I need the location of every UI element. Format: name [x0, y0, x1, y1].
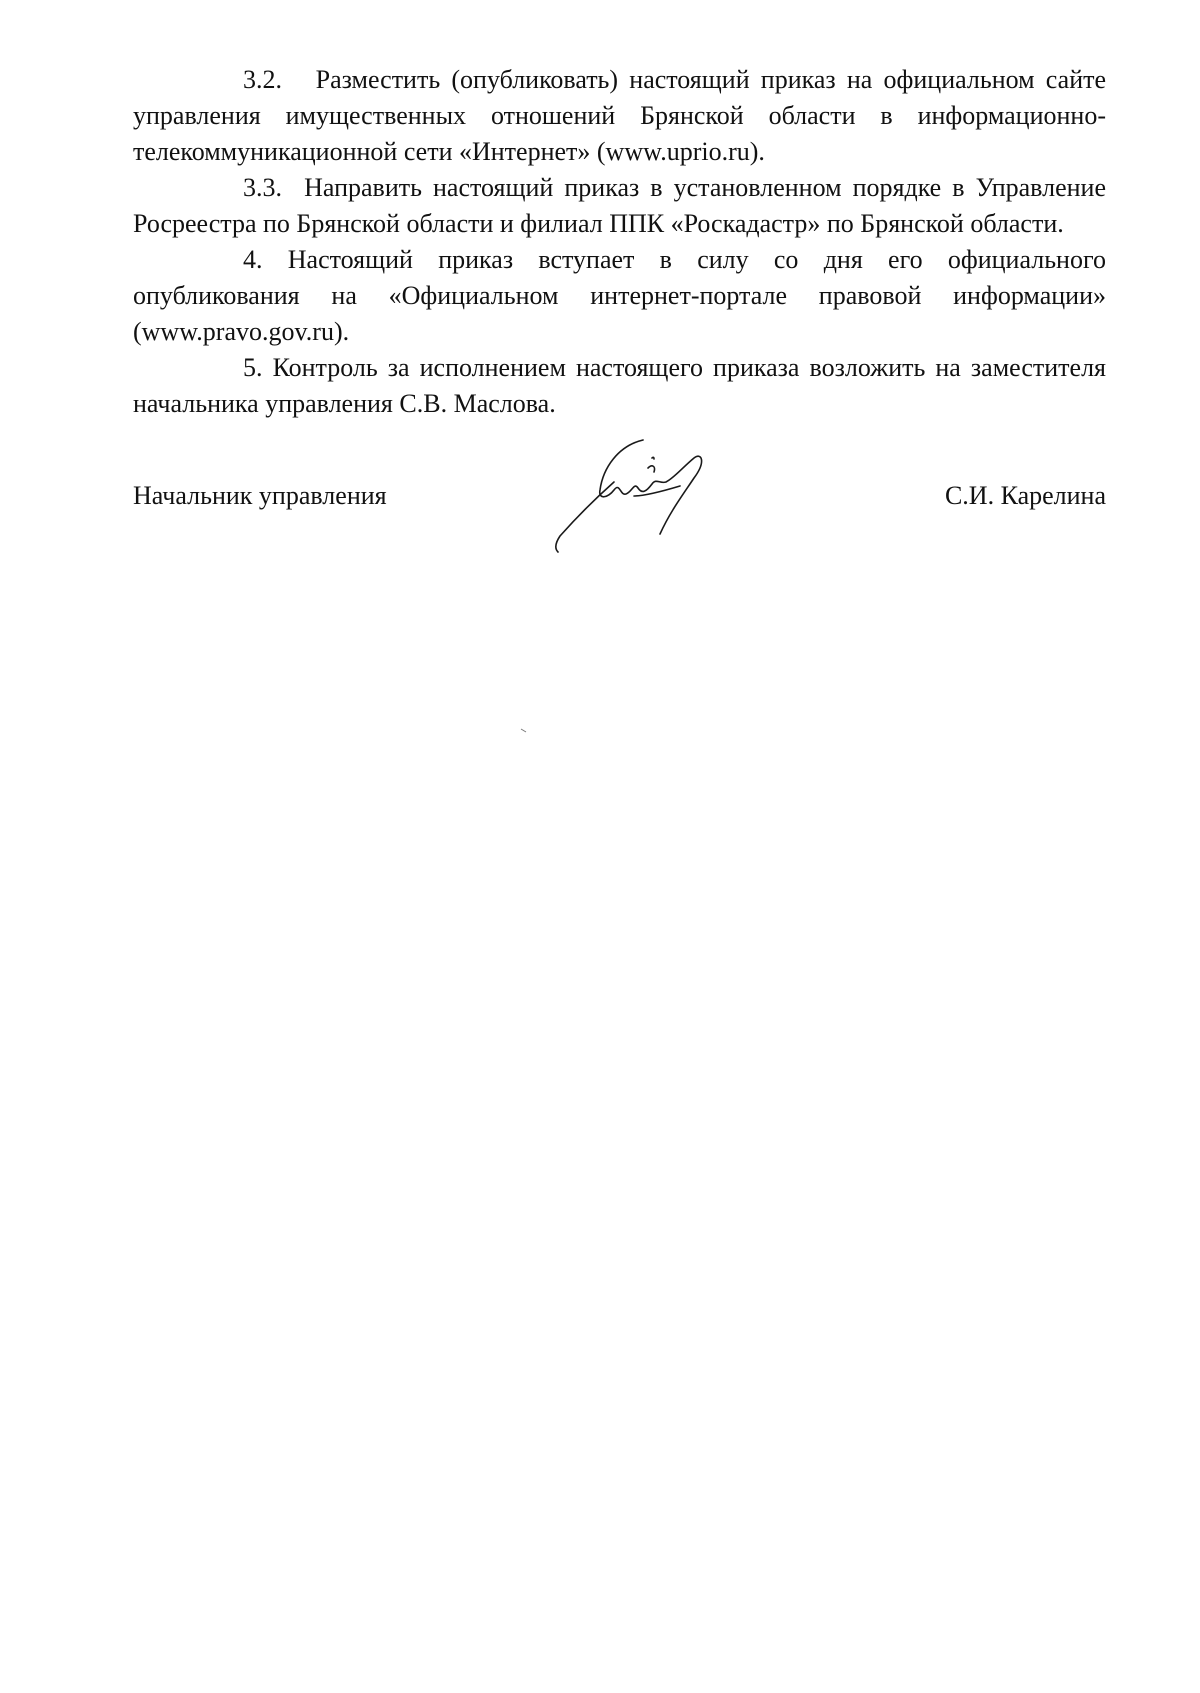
paragraph-number: 3.2. [243, 65, 282, 94]
paragraph-3-2 [133, 62, 1106, 170]
paragraph-text: Разместить (опубликовать) настоящий приказ на официальном сайте управления имущественных отношений Брянской области в информационно-телекоммуникационной сети «Интернет» (www.uprio.ru). [133, 65, 1107, 166]
paragraph-4 [133, 242, 1106, 350]
paragraph-text: Контроль за исполнением настоящего приказа возложить на заместителя начальника управления С.В. Маслова. [133, 353, 1106, 418]
paragraph-5 [133, 350, 1106, 422]
paragraph-number: 3.3. [243, 173, 282, 202]
handwritten-signature [548, 438, 738, 568]
paragraph-number: 4. [243, 245, 263, 274]
paragraph-text: Направить настоящий приказ в установленном порядке в Управление Росреестра по Брянской области и филиал ППК «Роскадастр» по Брянской области. [133, 173, 1106, 238]
paragraph-number: 5. [243, 353, 263, 382]
document-body [133, 62, 1106, 422]
paragraph-3-3 [133, 170, 1106, 242]
signature-block [133, 478, 1106, 568]
paragraph-text: Настоящий приказ вступает в силу со дня его официального опубликования на «Официальном интернет-портале правовой информации» (www.pravo.gov.ru). [133, 245, 1106, 346]
scan-speck [520, 728, 528, 734]
signatory-name: С.И. Карелина [944, 481, 1106, 510]
signatory-title: Начальник управления [133, 481, 387, 510]
